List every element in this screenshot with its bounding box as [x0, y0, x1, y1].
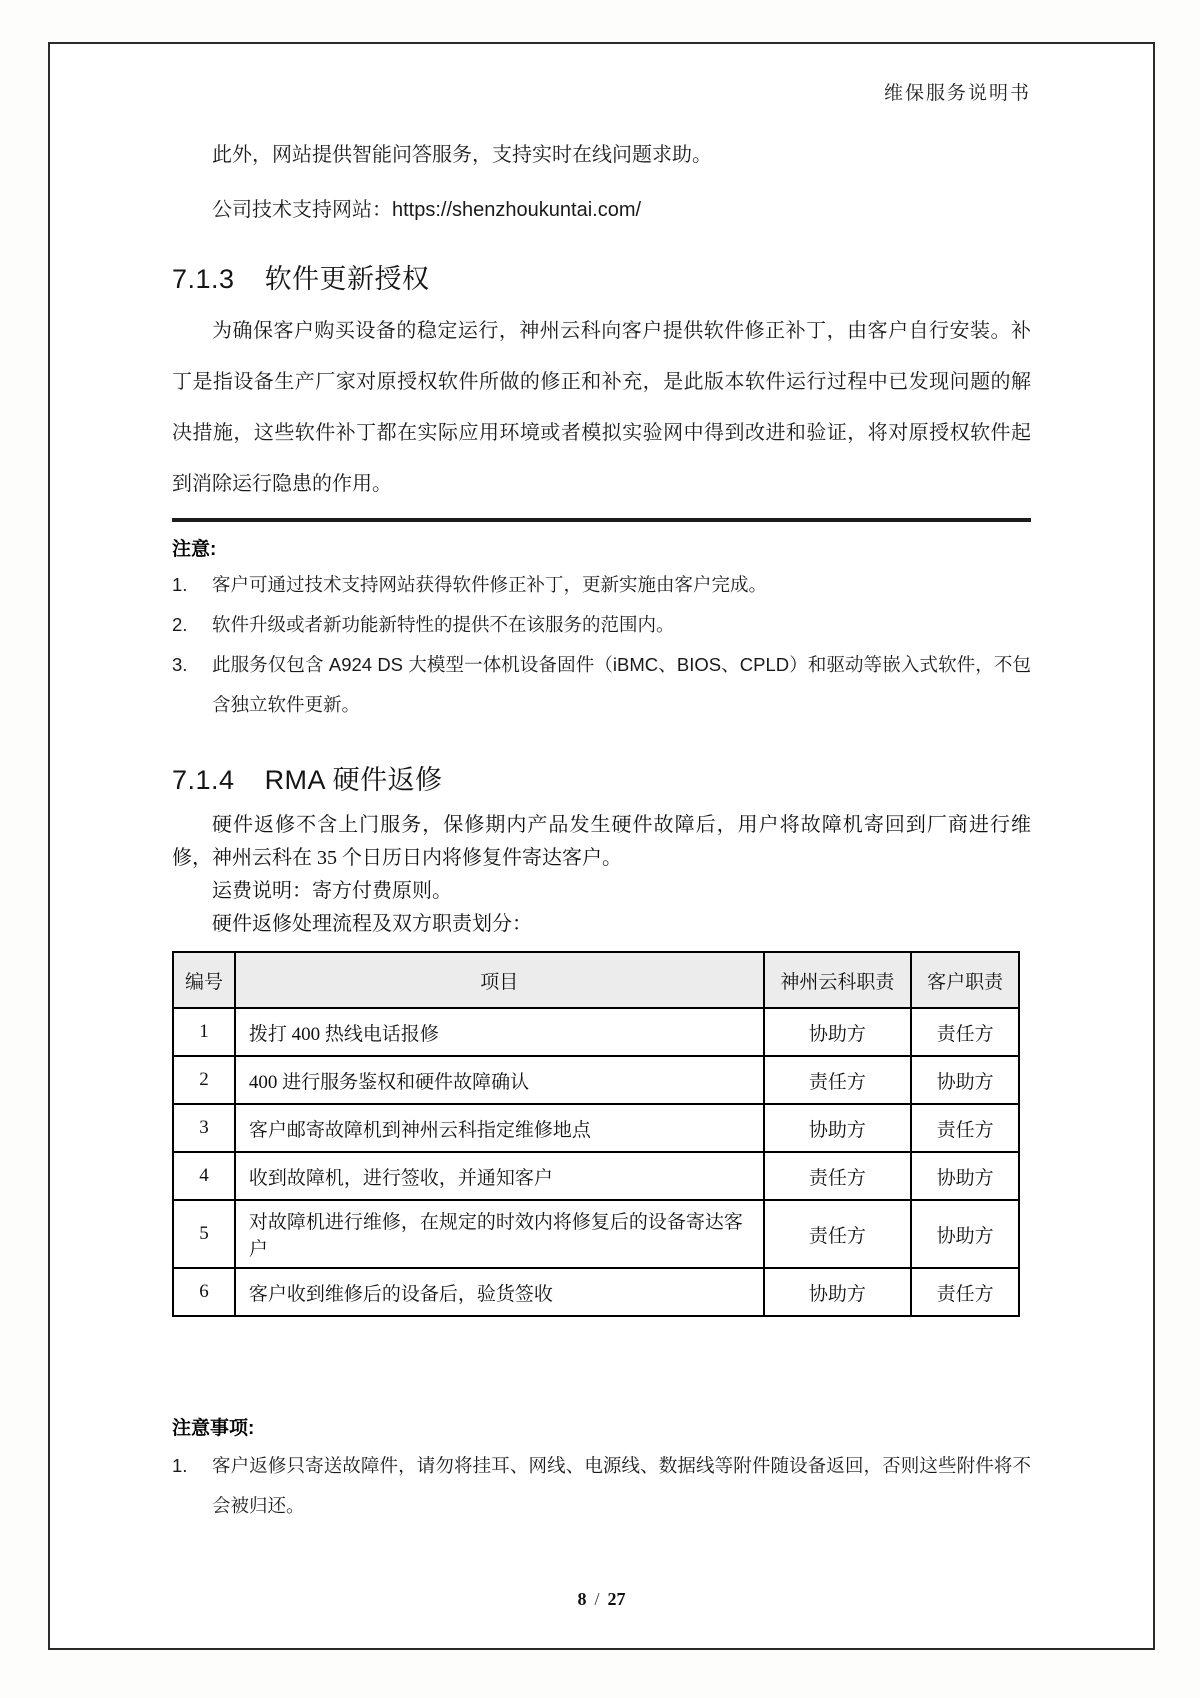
cell-item: 400 进行服务鉴权和硬件故障确认: [235, 1056, 764, 1104]
page-separator: /: [594, 1589, 600, 1609]
table-row: [173, 1268, 1019, 1316]
section-number: 7.1.4: [172, 765, 235, 795]
list-text: 软件升级或者新功能新特性的提供不在该服务的范围内。: [212, 614, 675, 635]
page-content: [50, 78, 1153, 1526]
table-row: [173, 1200, 1019, 1268]
cell-item: 客户邮寄故障机到神州云科指定维修地点: [235, 1104, 764, 1152]
col-header-no: 编号: [173, 952, 235, 1008]
cell-no: 5: [173, 1200, 235, 1268]
notice-item: [172, 605, 1031, 645]
cell-no: 4: [173, 1152, 235, 1200]
running-header: 维保服务说明书: [883, 83, 1031, 104]
cell-vendor: 协助方: [764, 1008, 912, 1056]
table-intro: 硬件返修处理流程及双方职责划分：: [212, 913, 532, 935]
list-number: 2.: [172, 614, 188, 635]
shipping-note: 运费说明：寄方付费原则。: [212, 880, 452, 902]
cell-no: 1: [173, 1008, 235, 1056]
notes-list: [172, 1446, 1031, 1526]
cell-item: 对故障机进行维修，在规定的时效内将修复后的设备寄达客户: [235, 1200, 764, 1268]
table-row: [173, 1056, 1019, 1104]
col-header-customer: 客户职责: [911, 952, 1019, 1008]
notice-label: 注意:: [172, 539, 217, 560]
list-text: 客户返修只寄送故障件，请勿将挂耳、网线、电源线、数据线等附件随设备返回，否则这些附件将不会被归还。: [212, 1455, 1031, 1516]
table-row: [173, 1008, 1019, 1056]
section-714-paragraph: 硬件返修不含上门服务，保修期内产品发生硬件故障后，用户将故障机寄回到厂商进行维修，神州云科在 35 个日历日内将修复件寄达客户。: [172, 814, 1031, 869]
section-title: 软件更新授权: [264, 264, 430, 294]
list-number: 1.: [172, 1455, 188, 1476]
col-header-item: 项目: [235, 952, 764, 1008]
cell-item: 拨打 400 热线电话报修: [235, 1008, 764, 1056]
section-heading-713: [172, 257, 1031, 296]
cell-item: 收到故障机，进行签收，并通知客户: [235, 1152, 764, 1200]
section-heading-714: [172, 758, 1031, 797]
cell-vendor: 责任方: [764, 1152, 912, 1200]
cell-vendor: 协助方: [764, 1104, 912, 1152]
cell-no: 3: [173, 1104, 235, 1152]
cell-customer: 责任方: [911, 1008, 1019, 1056]
notice-item: [172, 645, 1031, 725]
list-text: 此服务仅包含 A924 DS 大模型一体机设备固件（iBMC、BIOS、CPLD）和驱动等嵌入式软件，不包含独立软件更新。: [212, 654, 1031, 715]
cell-customer: 责任方: [911, 1104, 1019, 1152]
notice-list: [172, 565, 1031, 725]
cell-vendor: 责任方: [764, 1056, 912, 1104]
page-number-footer: [50, 1589, 1153, 1610]
cell-vendor: 协助方: [764, 1268, 912, 1316]
table-header-row: [173, 952, 1019, 1008]
cell-customer: 协助方: [911, 1152, 1019, 1200]
cell-no: 6: [173, 1268, 235, 1316]
notice-divider: [172, 518, 1031, 522]
intro-paragraph: 此外，网站提供智能问答服务，支持实时在线问题求助。: [212, 144, 712, 166]
cell-customer: 协助方: [911, 1200, 1019, 1268]
col-header-vendor: 神州云科职责: [764, 952, 912, 1008]
notes-item: [172, 1446, 1031, 1526]
section-number: 7.1.3: [172, 264, 235, 294]
list-text: 客户可通过技术支持网站获得软件修正补丁，更新实施由客户完成。: [212, 574, 768, 595]
support-site-line[interactable]: 公司技术支持网站：https://shenzhoukuntai.com/: [212, 199, 642, 221]
current-page: 8: [577, 1589, 587, 1609]
section-title: RMA 硬件返修: [264, 765, 443, 795]
list-number: 1.: [172, 574, 188, 595]
notes-label: 注意事项:: [172, 1418, 255, 1439]
cell-vendor: 责任方: [764, 1200, 912, 1268]
notice-item: [172, 565, 1031, 605]
section-713-body: 为确保客户购买设备的稳定运行，神州云科向客户提供软件修正补丁，由客户自行安装。补丁是指设备生产厂家对原授权软件所做的修正和补充，是此版本软件运行过程中已发现问题的解决措施，这些软件补丁都在实际应用环境或者模拟实验网中得到改进和验证，将对原授权软件起到消除运行隐患的作用。: [172, 320, 1031, 495]
document-page: [48, 42, 1155, 1650]
list-number: 3.: [172, 654, 188, 675]
cell-item: 客户收到维修后的设备后，验货签收: [235, 1268, 764, 1316]
cell-no: 2: [173, 1056, 235, 1104]
table-row: [173, 1104, 1019, 1152]
cell-customer: 责任方: [911, 1268, 1019, 1316]
rma-process-table: [172, 951, 1020, 1317]
cell-customer: 协助方: [911, 1056, 1019, 1104]
total-pages: 27: [607, 1589, 626, 1609]
table-row: [173, 1152, 1019, 1200]
